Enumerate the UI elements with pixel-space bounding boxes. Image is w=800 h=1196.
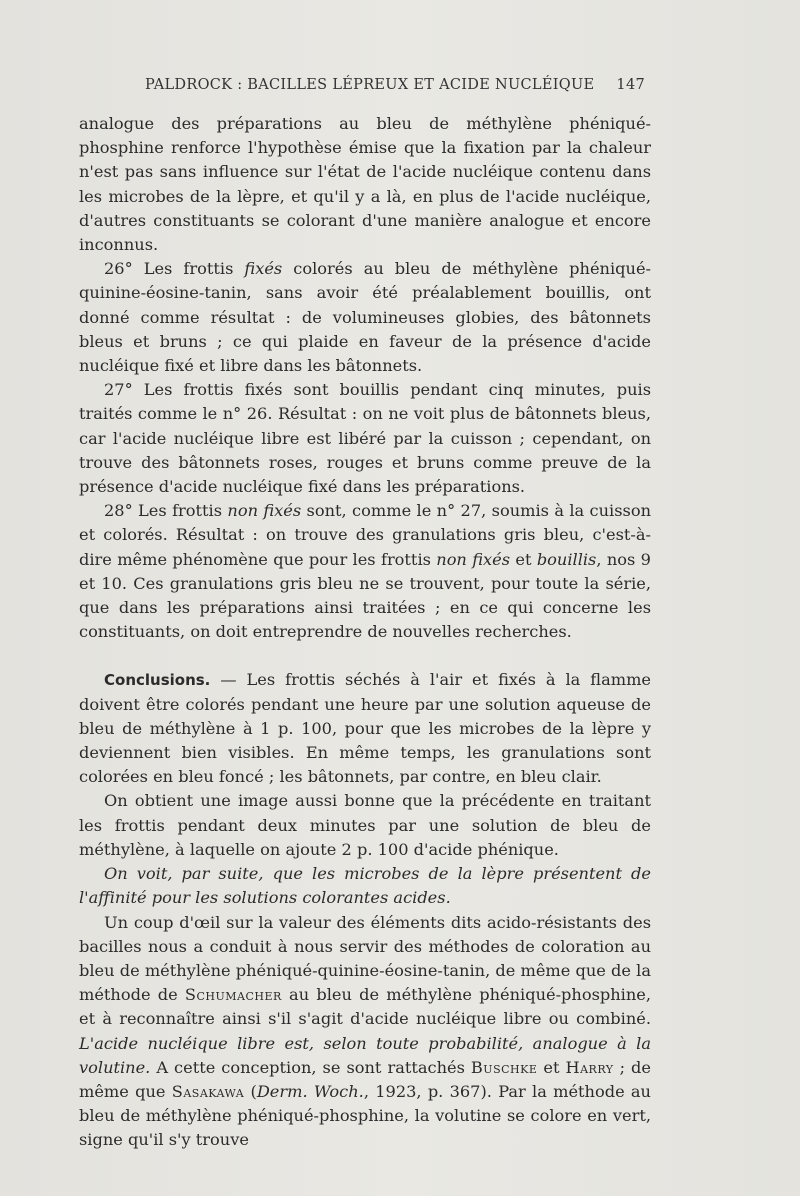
running-header xyxy=(145,77,645,99)
paragraph-conclusions: Conclusions. — Les frottis séchés à l'air et fixés à la flamme doivent être colorés pendant une heure par une solution aqueuse de bleu de méthylène à 1 p. 100, pour que les microbes de la lèpre y deviennent bien visibles. En même temps, les granulations sont colorées en bleu foncé ; les bâtonnets, par contre, en bleu clair. xyxy=(79,670,651,787)
paragraph-26: 26° Les frottis fixés colorés au bleu de méthylène phéniqué-quinine-éosine-tanin, sans avoir été préalablement bouillis, ont donné comme résultat : de volumineuses globies, des bâtonnets bleus et bruns ; ce qui plaide en faveur de la présence d'acide nucléique fixé et libre dans les bâtonnets. xyxy=(79,259,651,376)
paragraph-affinity: On voit, par suite, que les microbes de la lèpre présentent de l'affinité pour les solutions colorantes acides. xyxy=(79,864,651,908)
author-sasakawa: Sasakawa xyxy=(171,1081,245,1101)
body-text xyxy=(79,112,651,1153)
author-buschke: Buschke xyxy=(470,1057,538,1077)
paragraph-27: 27° Les frottis fixés sont bouillis pendant cinq minutes, puis traités comme le n° 26. Résultat : on ne voit plus de bâtonnets bleus, car l'acide nucléique libre est libéré par la cuisson ; cependant, on trouve des bâtonnets roses, rouges et bruns comme preuve de la présence d'acide nucléique fixé dans les préparations. xyxy=(79,380,651,497)
running-title: PALDROCK : BACILLES LÉPREUX ET ACIDE NUCLÉIQUE xyxy=(145,77,595,93)
paragraph-continuation: analogue des préparations au bleu de méthylène phéniqué-phosphine renforce l'hypothèse émise que la fixation par la chaleur n'est pas sans influence sur l'état de l'acide nucléique contenu dans les microbes de la lèpre, et qu'il y a là, en plus de l'acide nucléique, d'autres constituants se colorant d'une manière analogue et encore inconnus. xyxy=(79,114,651,255)
journal-citation: Derm. Woch. xyxy=(256,1081,364,1101)
page-number: 147 xyxy=(616,77,645,93)
paragraph-image: On obtient une image aussi bonne que la précédente en traitant les frottis pendant deux minutes par une solution de bleu de méthylène, à laquelle on ajoute 2 p. 100 d'acide phénique. xyxy=(79,791,651,859)
author-harry: Harry xyxy=(565,1057,614,1077)
author-schumacher: Schumacher xyxy=(184,985,282,1005)
conclusions-heading: Conclusions. xyxy=(104,671,211,690)
paragraph-28: 28° Les frottis non fixés sont, comme le n° 27, soumis à la cuisson et colorés. Résultat : on trouve des granulations gris bleu, c'est-à-dire même phénomène que pour les frottis non fixés et bouillis, nos 9 et 10. Ces granulations gris bleu ne se trouvent, pour toute la série, que dans les préparations ainsi traitées ; en ce qui concerne les constituants, on doit entreprendre de nouvelles recherches. xyxy=(79,501,651,642)
paragraph-acid-resistant: Un coup d'œil sur la valeur des éléments dits acido-résistants des bacilles nous a conduit à nous servir des méthodes de coloration au bleu de méthylène phéniqué-quinine-éosine-tanin, de même que de la méthode de Schumacher au bleu de méthylène phéniqué-phosphine, et à reconnaître ainsi s'il s'agit d'acide nucléique libre ou combiné. L'acide nucléique libre est, selon toute probabilité, analogue à la volutine. A cette conception, se sont rattachés Buschke et Harry ; de même que Sasakawa (Derm. Woch., 1923, p. 367). Par la méthode au bleu de méthylène phéniqué-phosphine, la volutine se colore en vert, signe qu'il s'y trouve xyxy=(79,912,651,1150)
